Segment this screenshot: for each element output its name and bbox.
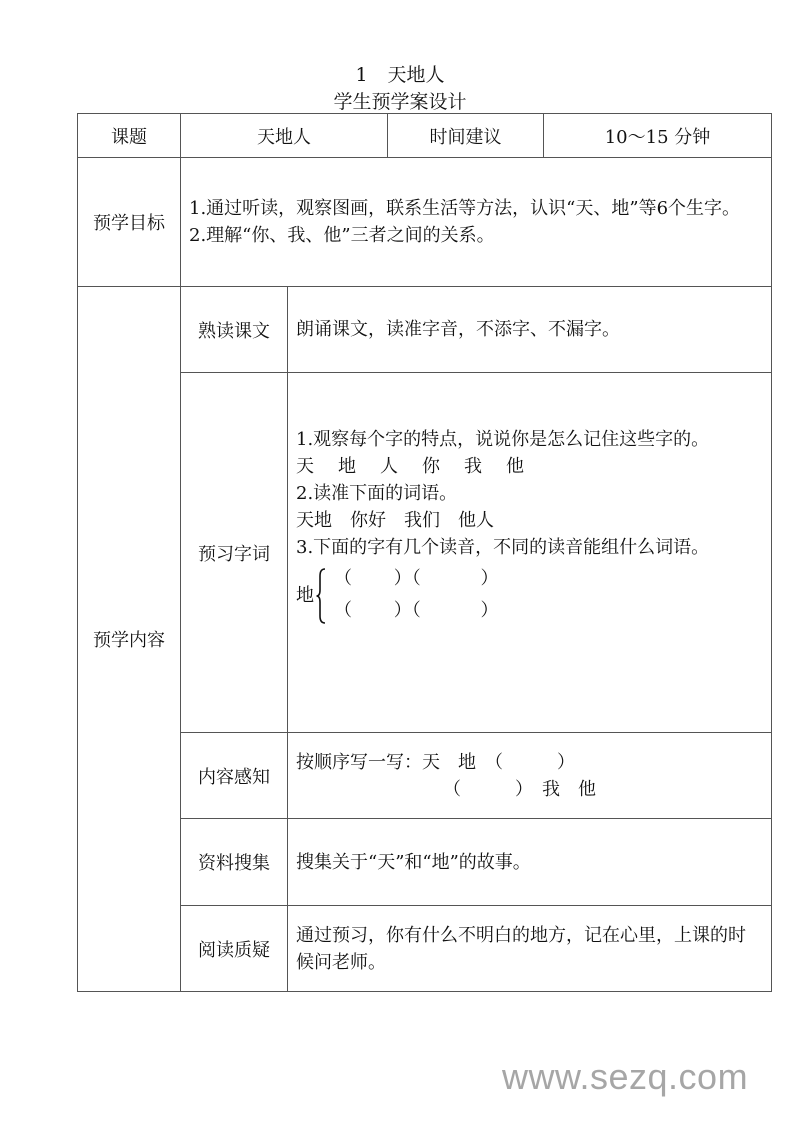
topic-label: 课题 [77,113,181,158]
perception-label: 内容感知 [180,732,288,819]
polyphone-blank-row[interactable]: （ ）（ ） [334,600,499,621]
reading-content [287,286,772,373]
research-label: 资料搜集 [180,818,288,906]
order-line-2[interactable]: （ ） 我 他 [443,778,596,800]
character: 地 [338,456,356,477]
content-label: 预学内容 [77,286,181,992]
questions-text: 通过预习，你有什么不明白的地方，记在心里，上课的时候问老师。 [296,924,746,973]
word-list [296,507,763,534]
perception-content [287,732,772,819]
goal-item: 2.理解“你、我、他”三者之间的关系。 [189,225,495,246]
words-item-2: 2.读准下面的词语。 [296,483,458,504]
goals-content [180,157,772,287]
polyphone-exercise [296,563,763,627]
character: 人 [380,456,398,477]
time-value: 10～15 分钟 [543,113,772,158]
lesson-title: 天地人 [387,64,445,86]
word: 我们 [404,510,440,531]
order-line-1[interactable]: 按顺序写一写：天 地 （ ） [296,751,575,773]
reading-text: 朗诵课文，读准字音，不添字、不漏字。 [296,319,620,340]
curly-brace-icon [316,568,324,622]
character: 我 [464,456,482,477]
words-item-3: 3.下面的字有几个读音，不同的读音能组什么词语。 [296,537,710,558]
character: 天 [296,456,314,477]
word: 他人 [458,510,494,531]
word: 你好 [350,510,386,531]
research-content [287,818,772,906]
lesson-heading [0,60,800,87]
words-content [287,372,772,733]
word: 天地 [296,510,332,531]
polyphone-blank-row[interactable]: （ ）（ ） [334,568,499,589]
character-list [296,453,763,480]
research-text: 搜集关于“天”和“地”的故事。 [296,851,531,873]
watermark: www.sezq.com [502,1056,749,1097]
lesson-number: 1 [355,64,368,86]
words-item-1: 1.观察每个字的特点，说说你是怎么记住这些字的。 [296,429,710,450]
goals-label: 预学目标 [77,157,181,287]
time-label: 时间建议 [387,113,544,158]
goal-item: 1.通过听读，观察图画，联系生活等方法，认识“天、地”等6个生字。 [189,198,741,219]
reading-label: 熟读课文 [180,286,288,373]
polyphone-char: 地 [296,584,314,606]
topic-value: 天地人 [180,113,388,158]
questions-label: 阅读质疑 [180,905,288,992]
character: 他 [506,456,524,477]
words-label: 预习字词 [180,372,288,733]
character: 你 [422,456,440,477]
questions-content [287,905,772,992]
document-subtitle: 学生预学案设计 [333,91,467,113]
